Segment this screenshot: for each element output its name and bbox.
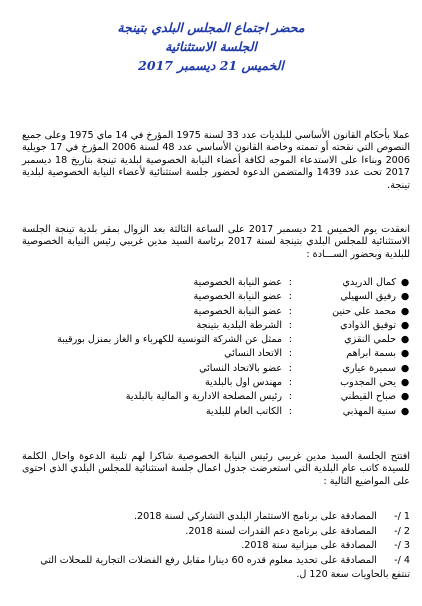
bullet-icon: ● bbox=[400, 334, 410, 346]
agenda-number: 3 /- bbox=[394, 540, 410, 552]
bullet-icon: ● bbox=[400, 391, 410, 403]
agenda-item bbox=[22, 525, 410, 540]
opening-paragraph: افتتح الجلسة السيد مدين غريبي رئيس النيابة الخصوصية شاكرا لهم تلبية الدعوة واحال الكلمة للسيدة كاتب عام البلدية التي استعرضت جدول اعمال جلسة استثنائية للمجلس البلدي الذي احتوى على المواضيع التالية : bbox=[22, 450, 410, 487]
attendee-item bbox=[22, 305, 410, 319]
separator: : bbox=[288, 405, 292, 417]
attendee-item bbox=[22, 290, 410, 304]
separator: : bbox=[288, 334, 292, 346]
agenda-item bbox=[22, 554, 410, 583]
separator: : bbox=[288, 305, 292, 317]
bullet-icon: ● bbox=[400, 348, 410, 360]
document-title: محضر اجتماع المجلس البلدي بتينجة bbox=[117, 20, 305, 35]
agenda-item bbox=[22, 539, 410, 554]
agenda-number: 1 /- bbox=[394, 511, 410, 522]
attendee-role: رئيس المصلحة الادارية و المالية بالبلدية bbox=[125, 391, 282, 403]
attendee-role: الاتحاد النسائي bbox=[224, 348, 282, 360]
attendee-item bbox=[22, 347, 410, 361]
attendee-item bbox=[22, 333, 410, 347]
bullet-icon: ● bbox=[400, 405, 410, 417]
attendee-name: يحي المجدوب bbox=[340, 377, 396, 389]
separator: : bbox=[288, 319, 292, 331]
attendee-name: محمد علي حنين bbox=[332, 305, 396, 317]
attendee-role: الشرطة البلدية بتينجة bbox=[196, 319, 282, 331]
attendee-item bbox=[22, 276, 410, 290]
attendee-name: صباح القيطني bbox=[340, 391, 396, 403]
attendees-list bbox=[22, 276, 410, 419]
attendee-name: حلمي النقزي bbox=[344, 334, 396, 346]
separator: : bbox=[288, 291, 292, 303]
attendee-name: بسمة ابراهم bbox=[346, 348, 396, 360]
attendee-item bbox=[22, 390, 410, 404]
separator: : bbox=[288, 348, 292, 360]
agenda-text: المصادقة على تحديد معلوم قدره 60 دينارا مقابل رفع الفضلات التجارية للمحلات التي تنتفع بالحاويات سعة 120 ل. bbox=[40, 554, 410, 581]
attendee-role: مهندس اول بالبلدية bbox=[204, 377, 282, 389]
bullet-icon: ● bbox=[400, 377, 410, 389]
attendee-name: كمال الدريدي bbox=[342, 277, 396, 288]
session-paragraph: انعقدت يوم الخميس 21 ديسمبر 2017 على الساعة الثالثة بعد الزوال بمقر بلدية تينجة الجلسة الاستثنائية للمجلس البلدي بتينجة لسنة 2017 برئاسة السيد مدين غريبي رئيس النيابة الخصوصية للبلدية وبحضور الســـادة : bbox=[22, 223, 410, 260]
agenda-item bbox=[22, 510, 410, 525]
separator: : bbox=[288, 362, 292, 374]
attendee-item bbox=[22, 362, 410, 376]
bullet-icon: ● bbox=[400, 319, 410, 331]
attendee-item bbox=[22, 376, 410, 390]
agenda-text: المصادقة على برنامج دعم القدرات لسنة 2018. bbox=[185, 525, 377, 537]
attendee-role: عضو النيابة الخصوصية bbox=[193, 277, 282, 288]
agenda-number: 2 /- bbox=[394, 525, 410, 537]
attendee-role: ممثل عن الشركة التونسية للكهرباء و الغاز بمنزل بورقيبة bbox=[57, 334, 282, 346]
bullet-icon: ● bbox=[400, 277, 410, 288]
attendee-role: عضو النيابة الخصوصية bbox=[193, 291, 282, 303]
attendee-name: سميرة عياري bbox=[342, 362, 396, 374]
agenda-text: المصادقة على ميزانية سنة 2018. bbox=[241, 540, 377, 552]
attendee-name: سنية المهذبي bbox=[342, 405, 396, 417]
bullet-icon: ● bbox=[400, 291, 410, 303]
attendee-role: عضو النيابة الخصوصية bbox=[193, 305, 282, 317]
document-header bbox=[0, 18, 422, 75]
attendee-role: عضو بالاتحاد النسائي bbox=[199, 362, 282, 374]
attendee-item bbox=[22, 319, 410, 333]
agenda-text: المصادقة على برنامج الاستثمار البلدي التشاركي لسنة 2018. bbox=[133, 511, 377, 522]
session-date-title: الخميس 21 ديسمبر 2017 bbox=[138, 58, 284, 73]
separator: : bbox=[288, 377, 292, 389]
session-type-title: الجلسة الاستثنائية bbox=[165, 39, 257, 54]
agenda-number: 4 /- bbox=[394, 554, 410, 566]
bullet-icon: ● bbox=[400, 305, 410, 317]
attendee-name: رفيق السهيلي bbox=[340, 291, 396, 303]
bullet-icon: ● bbox=[400, 362, 410, 374]
attendee-name: توفيق الذوادي bbox=[340, 319, 396, 331]
attendee-role: الكاتب العام للبلدية bbox=[205, 405, 282, 417]
intro-paragraph: عملا بأحكام القانون الأساسي للبلديات عدد 33 لسنة 1975 المؤرخ في 14 ماي 1975 وعلى جميع النصوص التي نقحته أو تممته وخاصة القانون الأساسي عدد 48 لسنة 2006 المؤرخ في 17 جويلية 2006 وبناءا على الاستدعاء الموجه لكافة أعضاء النيابة الخصوصية لبلدية تينجة بتاريخ 18 ديسمبر 2017 تحت عدد 1439 والمتضمن الدعوة لحضور جلسة استثنائية لأعضاء النيابة الخصوصية لبلدية تينجة. bbox=[22, 129, 411, 191]
attendee-item bbox=[22, 405, 410, 419]
separator: : bbox=[288, 277, 292, 288]
separator: : bbox=[288, 391, 292, 403]
agenda-list bbox=[22, 510, 410, 583]
